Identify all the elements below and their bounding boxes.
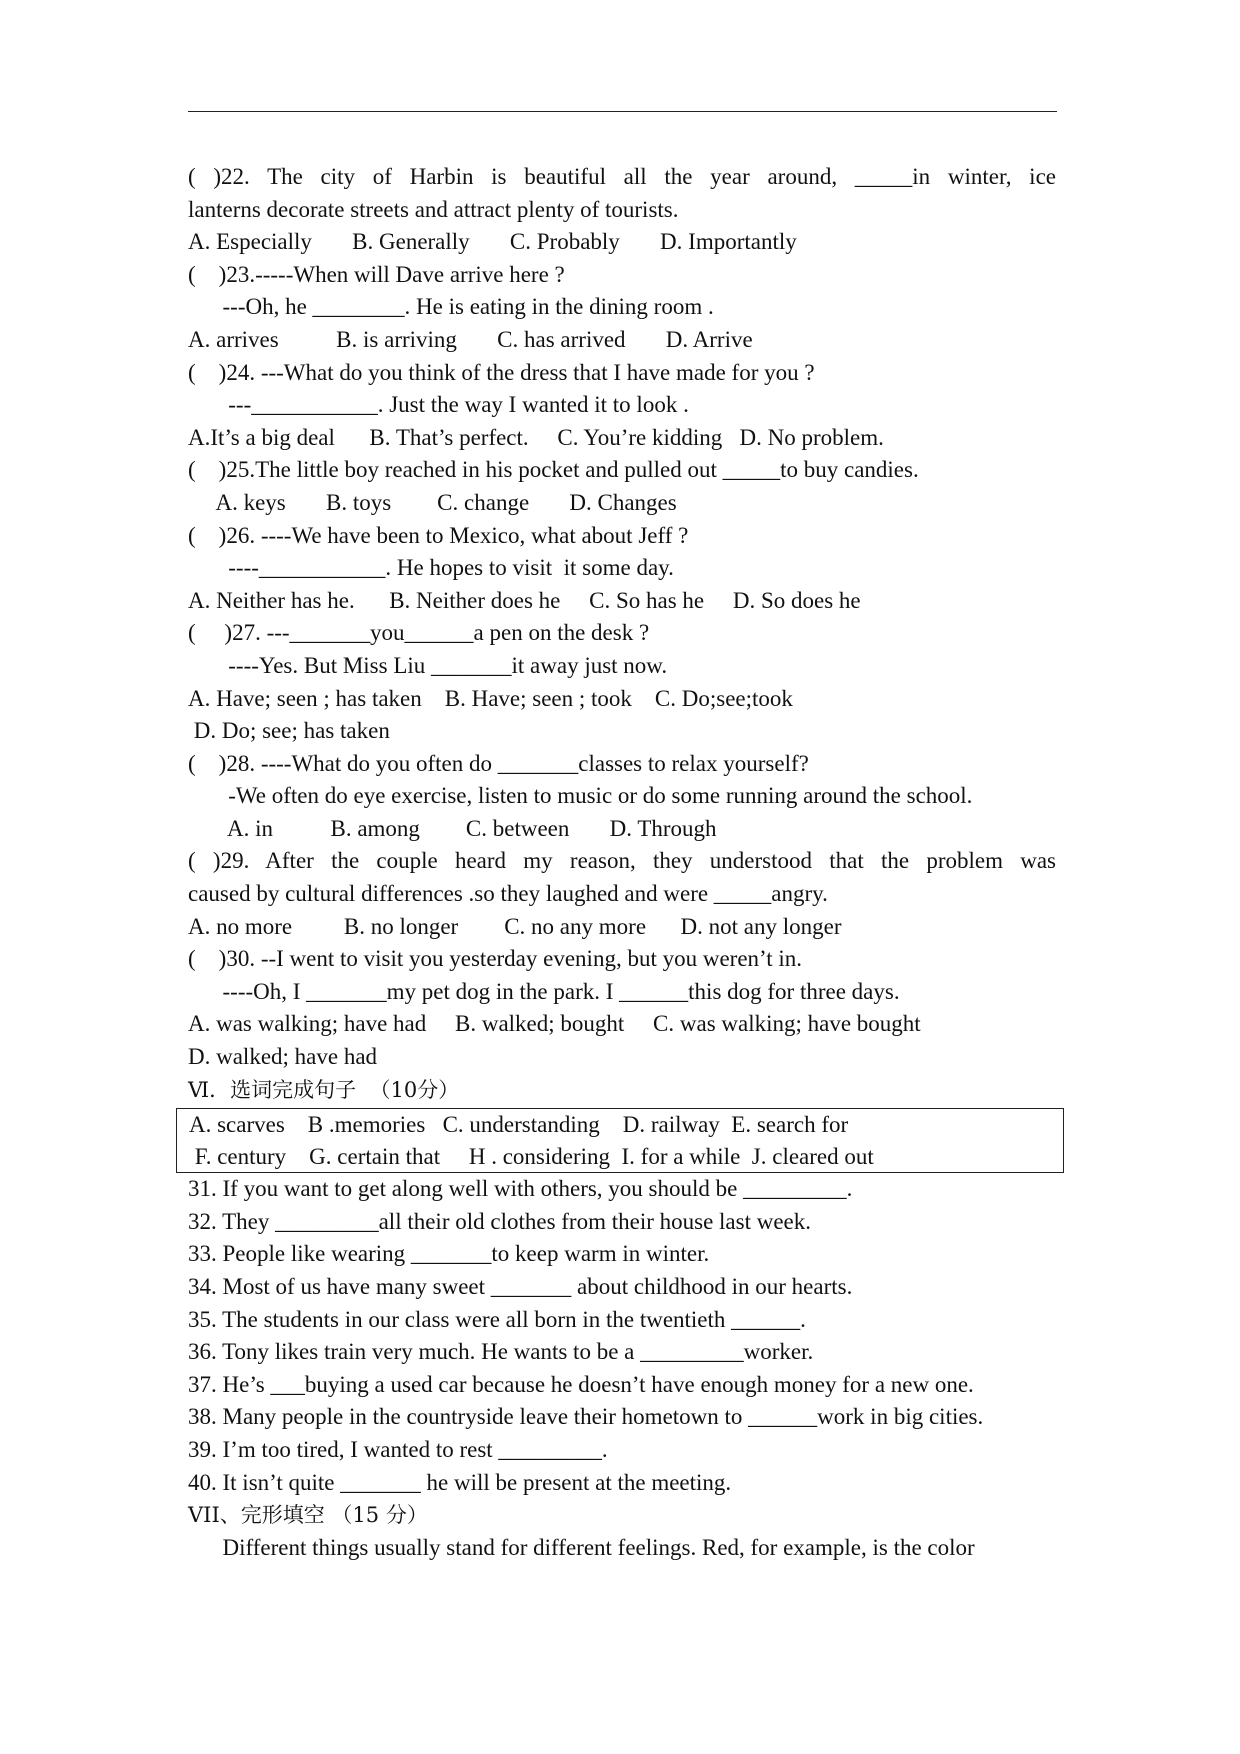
question-22-stem: ( )22. The city of Harbin is beautiful all the year around, _____in winter, ice — [188, 164, 1056, 189]
question-27-options-cont: D. Do; see; has taken — [188, 718, 390, 744]
question-30-stem: ( )30. --I went to visit you yesterday evening, but you weren’t in. — [188, 946, 803, 972]
cloze-passage-start: Different things usually stand for different feelings. Red, for example, is the color — [188, 1534, 975, 1560]
question-26-dialog: ----___________. He hopes to visit it some day. — [188, 555, 674, 581]
sentence-35: 35. The students in our class were all born in the twentieth ______. — [188, 1306, 806, 1332]
sentence-32: 32. They _________all their old clothes from their house last week. — [188, 1208, 811, 1234]
header-rule — [188, 111, 1057, 112]
word-bank-line-1: A. scarves B .memories C. understanding D. railway E. search for — [189, 1112, 849, 1138]
question-24-options: A.It’s a big deal B. That’s perfect. C. You’re kidding D. No problem. — [188, 424, 884, 450]
question-27-stem: ( )27. ---_______you______a pen on the desk ? — [188, 620, 650, 646]
sentence-38: 38. Many people in the countryside leave their hometown to ______work in big cities. — [188, 1404, 984, 1430]
sentence-40: 40. It isn’t quite _______ he will be present at the meeting. — [188, 1469, 732, 1495]
question-24-stem: ( )24. ---What do you think of the dress that I have made for you ? — [188, 359, 815, 385]
question-27-dialog: ----Yes. But Miss Liu _______it away just now. — [188, 652, 668, 678]
question-30-options-cont: D. walked; have had — [188, 1044, 378, 1070]
sentence-34: 34. Most of us have many sweet _______ about childhood in our hearts. — [188, 1274, 853, 1299]
section-6-title: Ⅵ．选词完成句子 （10分） — [188, 1077, 460, 1102]
question-27-options: A. Have; seen ; has taken B. Have; seen ; took C. Do;see;took — [188, 685, 793, 711]
question-25-options: A. keys B. toys C. change D. Changes — [188, 489, 677, 515]
sentence-37: 37. He’s ___buying a used car because he doesn’t have enough money for a new one. — [188, 1371, 974, 1397]
exam-content — [188, 161, 1056, 1564]
question-30-options: A. was walking; have had B. walked; bought C. was walking; have bought — [188, 1011, 921, 1037]
sentence-33: 33. People like wearing _______to keep warm in winter. — [188, 1241, 710, 1267]
question-23-dialog: ---Oh, he ________. He is eating in the dining room . — [188, 294, 714, 320]
section-7-title: VII、完形填空 （15 分） — [188, 1503, 428, 1528]
question-23-options: A. arrives B. is arriving C. has arrived D. Arrive — [188, 326, 753, 352]
question-23-stem: ( )23.-----When will Dave arrive here ? — [188, 261, 565, 287]
question-28-dialog: -We often do eye exercise, listen to music or do some running around the school. — [188, 783, 973, 809]
question-28-options: A. in B. among C. between D. Through — [188, 815, 717, 841]
sentence-31: 31. If you want to get along well with others, you should be _________. — [188, 1176, 853, 1202]
word-bank-box — [176, 1108, 1064, 1173]
sentence-39: 39. I’m too tired, I wanted to rest _________. — [188, 1436, 608, 1462]
question-29-stem: ( )29. After the couple heard my reason, they understood that the problem was — [188, 848, 1056, 874]
question-30-dialog: ----Oh, I _______my pet dog in the park. I ______this dog for three days. — [188, 978, 900, 1004]
question-24-dialog: ---___________. Just the way I wanted it to look . — [188, 392, 689, 418]
word-bank-line-2: F. century G. certain that H . considering I. for a while J. cleared out — [189, 1143, 874, 1169]
question-29-stem-cont: caused by cultural differences .so they laughed and were _____angry. — [188, 881, 828, 907]
question-22-stem-cont: lanterns decorate streets and attract plenty of tourists. — [188, 196, 679, 222]
question-29-options: A. no more B. no longer C. no any more D. not any longer — [188, 913, 842, 939]
question-22-options: A. Especially B. Generally C. Probably D. Importantly — [188, 229, 797, 255]
question-28-stem: ( )28. ----What do you often do _______classes to relax yourself? — [188, 750, 809, 776]
question-26-options: A. Neither has he. B. Neither does he C. So has he D. So does he — [188, 587, 861, 613]
question-25-stem: ( )25.The little boy reached in his pocket and pulled out _____to buy candies. — [188, 457, 919, 483]
question-26-stem: ( )26. ----We have been to Mexico, what about Jeff ? — [188, 522, 689, 548]
sentence-36: 36. Tony likes train very much. He wants to be a _________worker. — [188, 1339, 814, 1365]
